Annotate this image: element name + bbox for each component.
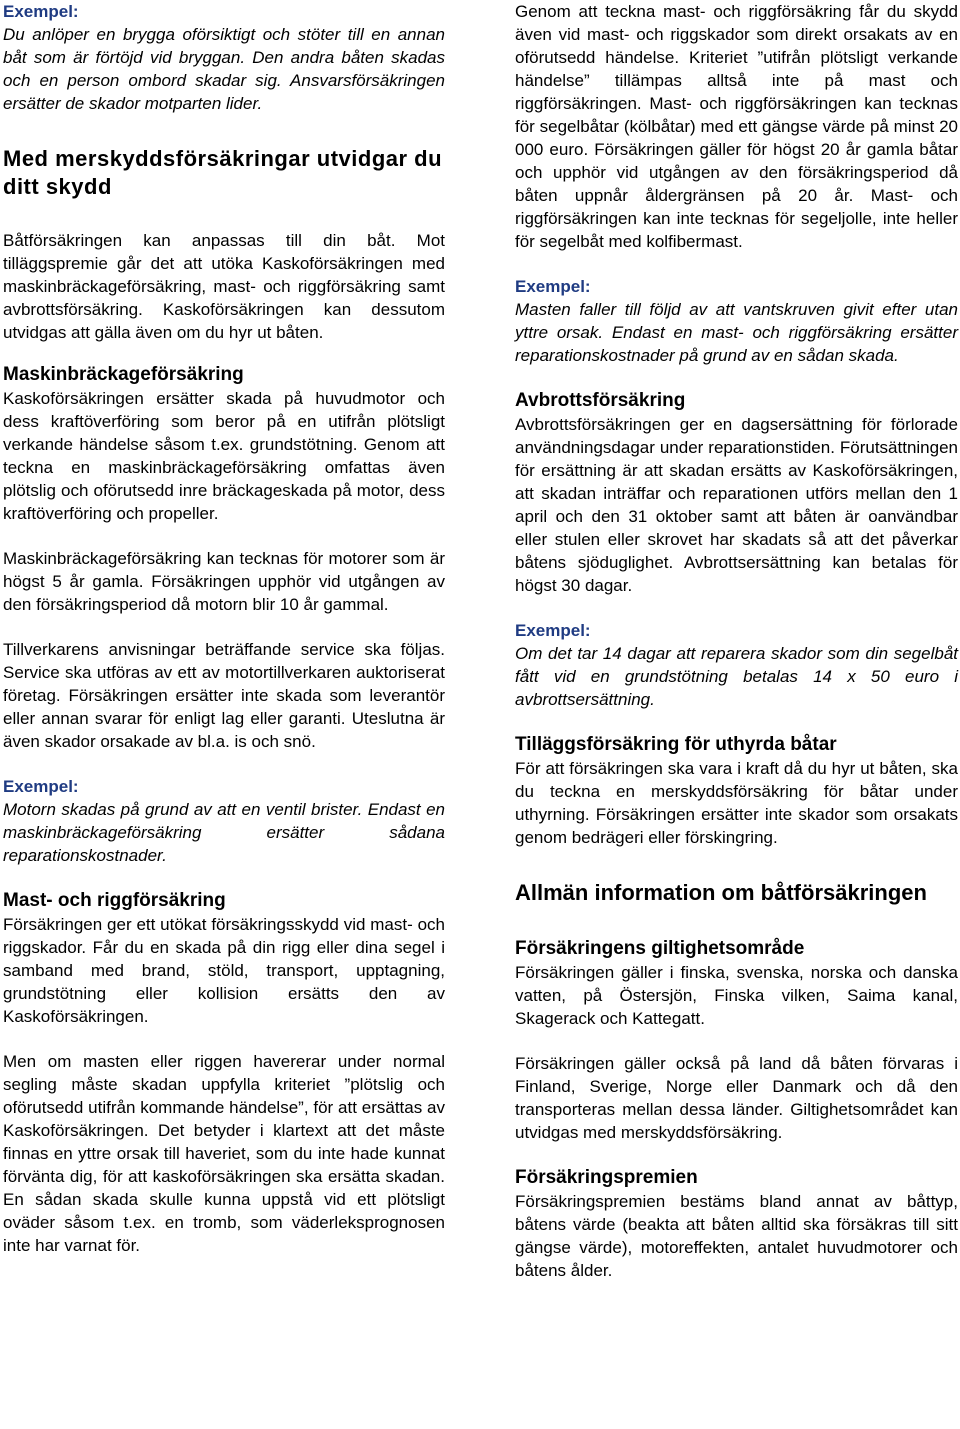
chapter-heading-allman: Allmän information om båtförsäkringen — [515, 880, 927, 905]
example-label: Exempel: — [3, 2, 79, 21]
paragraph-merskydd: Båtförsäkringen kan anpassas till din båt. Mot tilläggspremie går det att utöka Kaskoförsäkringen med maskinbräckageförsäkring, mast- och riggförsäkring samt avbrottsförsäkring. Kaskoförsäkringen kan dessutom utvidgas att gälla även om du hyr ut båten. — [3, 231, 445, 342]
example-block — [3, 0, 445, 115]
example-text: Motorn skadas på grund av att en ventil brister. Endast en maskinbräckageförsäkring ersätter sådana reparationskostnader. — [3, 800, 445, 865]
left-column — [3, 0, 445, 1257]
paragraph-mast-1: Försäkringen ger ett utökat försäkringsskydd vid mast- och riggskador. Får du en skada på din rigg eller dina segel i samband med brand, stöld, transport, upptagning, grundstötning eller kollision ersätts den av Kaskoförsäkringen. — [3, 915, 445, 1026]
paragraph-giltighet-1: Försäkringen gäller i finska, svenska, norska och danska vatten, på Östersjön, Finska vilken, Saima kanal, Skagerack och Kattegatt. — [515, 963, 958, 1028]
paragraph-premie: Försäkringspremien bestäms bland annat av båttyp, båtens värde (beakta att båten alltid ska försäkras till sitt gängse värde), motoreffekten, antalet huvudmotorer och båtens ålder. — [515, 1192, 958, 1280]
example-label: Exempel: — [515, 621, 591, 640]
right-column — [515, 0, 958, 1282]
section-heading-mast: Mast- och riggförsäkring — [3, 890, 226, 911]
section-heading-maskin: Maskinbräckageförsäkring — [3, 364, 244, 385]
paragraph-giltighet-2: Försäkringen gäller också på land då båten förvaras i Finland, Sverige, Norge eller Danmark och då den transporteras mellan dessa länder. Giltighetsområdet kan utvidgas med merskyddsförsäkring. — [515, 1054, 958, 1142]
section-heading-merskydd: Med merskyddsförsäkringar utvidgar du ditt skydd — [3, 146, 443, 199]
paragraph-maskin-3: Tillverkarens anvisningar beträffande service ska följas. Service ska utföras av ett av motortillverkaren auktoriserat företag. Försäkringen ersätter inte skada som leverantör eller annan svarar för enligt lag eller garanti. Uteslutna är även skador orsakade av bl.a. is och snö. — [3, 640, 445, 751]
paragraph-tillagg: För att försäkringen ska vara i kraft då du hyr ut båten, ska du teckna en merskyddsförsäkring för båtar under uthyrning. Försäkringen ersätter inte skador som orsakats genom bedrägeri eller förskingring. — [515, 759, 958, 847]
section-heading-avbrott: Avbrottsförsäkring — [515, 390, 686, 411]
example-block — [515, 275, 958, 367]
paragraph-avbrott: Avbrottsförsäkringen ger en dagsersättning för förlorade användningsdagar under reparationstiden. Förutsättningen för ersättning är att skadan ersätts av Kaskoförsäkringen, att skadan inträffar och reparationen utförs mellan den 1 april och den 31 oktober samt att båten är oanvändbar eller stulen eller skrovet har skadats så att det påverkar båtens sjöduglighet. Avbrottsersättning kan betalas för högst 30 dagar. — [515, 415, 958, 595]
example-text: Du anlöper en brygga oförsiktigt och stöter till en annan båt som är förtöjd vid bryggan. Den andra båten skadas och en person ombord skadar sig. Ansvarsförsäkringen ersätter de skador motparten lider. — [3, 25, 445, 113]
section-heading-giltighet: Försäkringens giltighetsområde — [515, 938, 805, 959]
section-heading-tillagg: Tilläggsförsäkring för uthyrda båtar — [515, 734, 837, 755]
section-heading-premie: Försäkringspremien — [515, 1167, 698, 1188]
example-text: Masten faller till följd av att vantskruven givit efter utan yttre orsak. Endast en mast- och riggförsäkring ersätter reparationskostnader på grund av en sådan skada. — [515, 300, 958, 365]
paragraph-mast-2: Men om masten eller riggen havererar under normal segling måste skadan uppfylla kriteriet ”plötslig och oförutsedd utifrån kommande händelse”, för att ersättas av Kaskoförsäkringen. Det betyder i klartext att det måste finnas en yttre orsak till haveriet, som du inte hade kunnat förvänta dig, för att kaskoförsäkringen ska ersätta skadan. En sådan skada skulle kunna uppstå vid ett plötsligt oväder såsom t.ex. en tromb, som väderleksprognosen inte har varnat för. — [3, 1052, 445, 1255]
example-block — [3, 775, 445, 867]
example-text: Om det tar 14 dagar att reparera skador som din segelbåt fått vid en grundstötning betalas 14 x 50 euro i avbrottsersättning. — [515, 644, 958, 709]
paragraph-maskin-1: Kaskoförsäkringen ersätter skada på huvudmotor och dess kraftöverföring som beror på en utifrån plötsligt verkande händelse såsom t.ex. grundstötning. Genom att teckna en maskinbräckageförsäkring omfattas även plötslig och oförutsedd inre bräckageskada på motor, dess kraftöverföring och propeller. — [3, 389, 445, 523]
example-label: Exempel: — [3, 777, 79, 796]
example-block — [515, 619, 958, 711]
example-label: Exempel: — [515, 277, 591, 296]
paragraph-maskin-2: Maskinbräckageförsäkring kan tecknas för motorer som är högst 5 år gamla. Försäkringen upphör vid utgången av den försäkringsperiod då motorn blir 10 år gammal. — [3, 549, 445, 614]
paragraph-mast-3: Genom att teckna mast- och riggförsäkring får du skydd även vid mast- och riggskador som direkt orsakats av en oförutsedd händelse. Kriteriet ”utifrån plötsligt verkande händelse” tillämpas alltså inte på mast och riggförsäkringen. Mast- och riggförsäkringen kan tecknas för segelbåtar (kölbåtar) med ett gängse värde på minst 20 000 euro. Försäkringen gäller för högst 20 år gamla båtar och upphör vid utgången av den försäkringsperiod då båten uppnår åldergränsen på 20 år. Mast- och riggförsäkringen kan inte tecknas för segeljolle, inte heller för segelbåt med kolfibermast. — [515, 2, 958, 251]
